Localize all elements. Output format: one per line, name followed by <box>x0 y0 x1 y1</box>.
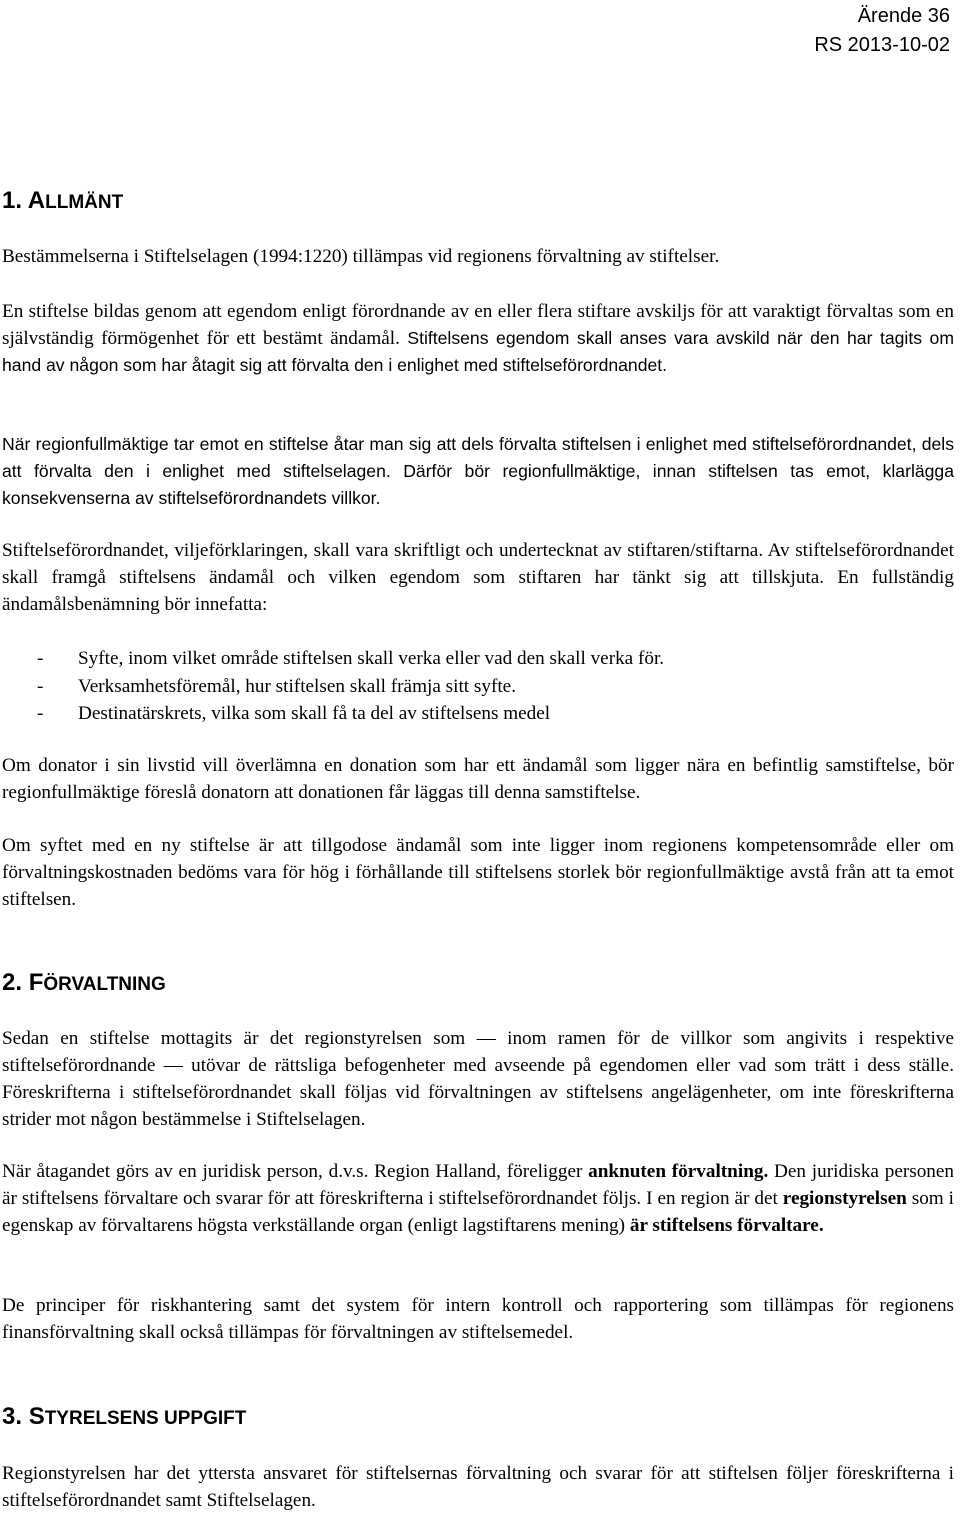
emphasis: regionstyrelsen <box>782 1188 907 1209</box>
paragraph: Om donator i sin livstid vill överlämna en donation som har ett ändamål som ligger nära en befintlig samstiftelse, bör regionfullmäktige föreslå donatorn att donationen får läggas till denna samstiftelse. <box>2 755 954 803</box>
section-heading-allmant <box>2 186 123 218</box>
paragraph: Sedan en stiftelse mottagits är det regionstyrelsen som — inom ramen för de villkor som angivits i respektive stiftelseförordnande — utövar de rättsliga befogenheter med avseende på egendomen eller vad som trätt i dess ställe. Föreskrifterna i stiftelseförordnandet skall följas vid förvaltningen av stiftelsens angelägenheter, om inte föreskrifterna strider mot någon bestämmelse i Stiftelselagen. <box>2 1028 954 1130</box>
paragraph: När åtagandet görs av en juridisk person, d.v.s. Region Halland, föreligger anknuten förvaltning. Den juridiska personen är stiftelsens förvaltare och svarar för att föreskrifterna i stiftelseförordnandet följs. I en region är det regionstyrelsen som i egenskap av förvaltarens högsta verkställande organ (enligt lagstiftarens mening) är stiftelsens förvaltare. <box>2 1161 954 1236</box>
case-number: Ärende 36 <box>857 5 950 27</box>
bullet-list <box>0 645 664 728</box>
section-title-rest: ÖRVALTNING <box>43 974 166 995</box>
emphasis: är stiftelsens förvaltare. <box>629 1215 824 1236</box>
section-title-initial: S <box>28 1403 45 1430</box>
list-item: - Verksamhetsföremål, hur stiftelsen skall främja sitt syfte. <box>0 673 664 701</box>
paragraph <box>2 298 954 379</box>
section-number: 2. <box>2 969 23 996</box>
paragraph-part: En stiftelse bildas genom att egendom enligt förordnande av en eller flera stiftare avskiljs för att varaktigt förvaltas som en självständig förmögenhet för ett bestämt ändamål. <box>2 301 954 349</box>
section-number: 3. <box>2 1403 23 1430</box>
list-item: - Destinatärskrets, vilka som skall få ta del av stiftelsens medel <box>0 700 664 728</box>
emphasis: anknuten förvaltning. <box>588 1161 769 1182</box>
section-title-initial: A <box>27 187 46 214</box>
paragraph: Stiftelseförordnandet, viljeförklaringen, skall vara skriftligt och undertecknat av stiftaren/stiftarna. Av stiftelseförordnandet skall framgå stiftelsens ändamål och vilken egendom som stiftaren har tänkt sig att tillskjuta. En fullständig ändamålsbenämning bör innefatta: <box>2 540 954 615</box>
paragraph: När regionfullmäktige tar emot en stiftelse åtar man sig att dels förvalta stiftelsen i enlighet med stiftelseförordnandet, dels att förvalta den i enlighet med stiftelselagen. Därför bör regionfullmäktige, innan stiftelsen tas emot, klarlägga konsekvenserna av stiftelseförordnandets villkor. <box>2 434 954 508</box>
section-title-initial: F <box>28 969 44 996</box>
bullet-marker: - <box>37 703 44 724</box>
reference-date: RS 2013-10-02 <box>814 34 950 56</box>
paragraph: Bestämmelserna i Stiftelselagen (1994:1220) tillämpas vid regionens förvaltning av stiftelser. <box>2 246 720 267</box>
bullet-marker: - <box>37 648 44 669</box>
bullet-marker: - <box>37 675 44 697</box>
document-header <box>814 2 950 60</box>
section-heading-forvaltning <box>2 968 166 1000</box>
paragraph: De principer för riskhantering samt det system för intern kontroll och rapportering som tillämpas för regionens finansförvaltning skall också tillämpas för förvaltningen av stiftelsemedel. <box>2 1295 954 1343</box>
paragraph: Om syftet med en ny stiftelse är att tillgodose ändamål som inte ligger inom regionens kompetensområde eller om förvaltningskostnaden bedöms vara för hög i förhållande till stiftelsens storlek bör regionfullmäktige avstå från att ta emot stiftelsen. <box>2 835 954 910</box>
section-title-rest: LLMÄNT <box>45 192 124 213</box>
paragraph: Regionstyrelsen har det yttersta ansvaret för stiftelsernas förvaltning och svarar för att stiftelsen följer föreskrifterna i stiftelseförordnandet samt Stiftelselagen. <box>2 1463 954 1511</box>
list-item: - Syfte, inom vilket område stiftelsen skall verka eller vad den skall verka för. <box>0 645 664 673</box>
section-title-rest: TYRELSENS UPPGIFT <box>44 1408 247 1429</box>
section-heading-styrelsens-uppgift <box>2 1402 246 1434</box>
section-number: 1. <box>2 187 23 214</box>
paragraph-part: Stiftelsens egendom skall anses vara avskild när den har tagits om hand av någon som har åtagit sig att förvalta den i enlighet med stiftelseförordnandet. <box>2 328 954 375</box>
